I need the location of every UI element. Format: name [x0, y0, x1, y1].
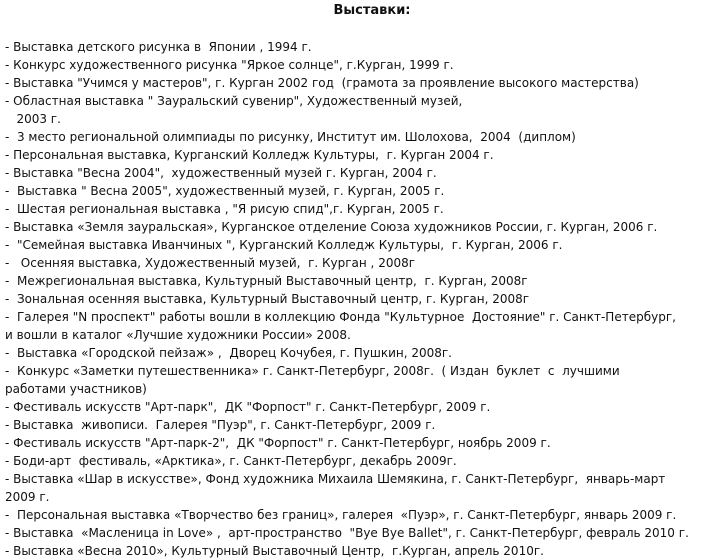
exhibition-line: - Выставка " Весна 2005", художественный музей, г. Курган, 2005 г.	[5, 184, 445, 198]
exhibition-line: и вошли в каталог «Лучшие художники России» 2008.	[5, 328, 351, 342]
exhibition-line: - Выставка «Масленица in Love» , арт-пространство "Bye Bye Ballet", г. Санкт-Петербург, февраль 2010 г.	[5, 526, 689, 540]
exhibition-line: - Фестиваль искусств "Арт-парк", ДК "Форпост" г. Санкт-Петербург, 2009 г.	[5, 400, 491, 414]
exhibition-line: - Выставка «Шар в искусстве», Фонд художника Михаила Шемякина, г. Санкт-Петербург, январь-март	[5, 472, 666, 486]
exhibition-line: - Выставка живописи. Галерея "Пуэр", г. Санкт-Петербург, 2009 г.	[5, 418, 436, 432]
exhibition-line: - Выставка "Весна 2004", художественный музей г. Курган, 2004 г.	[5, 166, 437, 180]
document-title: Выставки:	[333, 3, 411, 18]
exhibition-line: - Выставка «Весна 2010», Культурный Выставочный Центр, г.Курган, апрель 2010г.	[5, 544, 544, 558]
exhibition-line: 2003 г.	[5, 112, 61, 126]
exhibition-line: - Зональная осенняя выставка, Культурный Выставочный центр, г. Курган, 2008г	[5, 292, 530, 306]
exhibition-line: - Фестиваль искусств "Арт-парк-2", ДК "Форпост" г. Санкт-Петербург, ноябрь 2009 г.	[5, 436, 551, 450]
exhibition-line: 2009 г.	[5, 490, 50, 504]
exhibition-line: - Выставка "Учимся у мастеров", г. Курган 2002 год (грамота за проявление высокого мастерства)	[5, 76, 639, 90]
exhibition-line: - Выставка «Земля зауральская», Курганское отделение Союза художников России, г. Курган, 2006 г.	[5, 220, 658, 234]
exhibition-line: - Галерея "N проспект" работы вошли в коллекцию Фонда "Культурное Достояние" г. Санкт-Петербург,	[5, 310, 676, 324]
exhibition-line: - "Семейная выставка Иванчиных ", Курганский Колледж Культуры, г. Курган, 2006 г.	[5, 238, 563, 252]
exhibition-line: - Боди-арт фестиваль, «Арктика», г. Санкт-Петербург, декабрь 2009г.	[5, 454, 457, 468]
exhibition-line: - Выставка «Городской пейзаж» , Дворец Кочубея, г. Пушкин, 2008г.	[5, 346, 452, 360]
exhibition-line: - Персональная выставка «Творчество без границ», галерея «Пуэр», г. Санкт-Петербург, январь 2009 г.	[5, 508, 677, 522]
exhibition-line: - 3 место региональной олимпиады по рисунку, Институт им. Шолохова, 2004 (диплом)	[5, 130, 576, 144]
exhibition-line: - Персональная выставка, Курганский Колледж Культуры, г. Курган 2004 г.	[5, 148, 494, 162]
exhibition-line: работами участников)	[5, 382, 147, 396]
exhibition-line: - Областная выставка " Зауральский сувенир", Художественный музей,	[5, 94, 463, 108]
exhibition-line: - Конкурс «Заметки путешественника» г. Санкт-Петербург, 2008г. ( Издан буклет с лучшими	[5, 364, 620, 378]
exhibition-line: - Конкурс художественного рисунка "Яркое солнце", г.Курган, 1999 г.	[5, 58, 454, 72]
exhibition-line: - Шестая региональная выставка , "Я рисую спид",г. Курган, 2005 г.	[5, 202, 444, 216]
exhibition-line: - Межрегиональная выставка, Культурный Выставочный центр, г. Курган, 2008г	[5, 274, 528, 288]
exhibition-list	[5, 38, 705, 560]
exhibition-line: - Осенняя выставка, Художественный музей, г. Курган , 2008г	[5, 256, 416, 270]
exhibition-line: - Выставка детского рисунка в Японии , 1994 г.	[5, 40, 312, 54]
